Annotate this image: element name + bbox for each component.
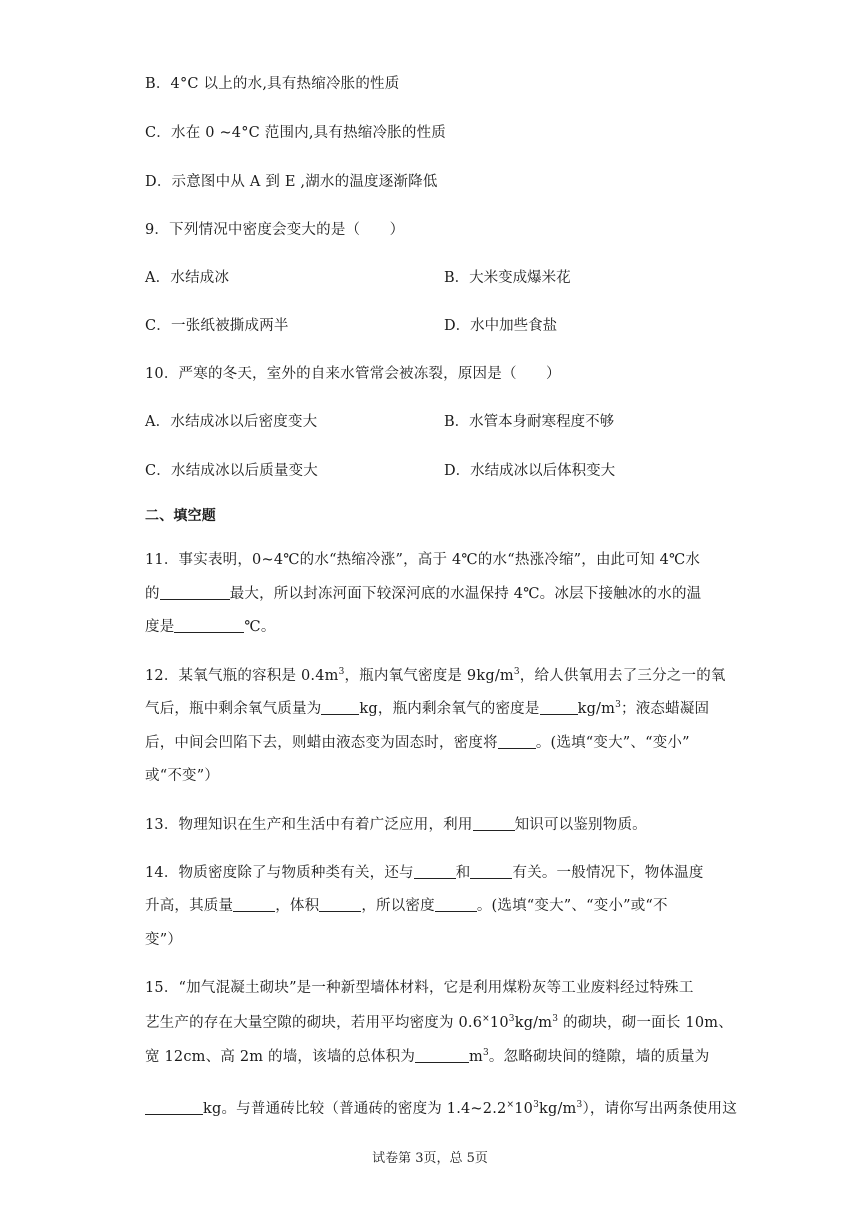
answer-blank[interactable] bbox=[473, 816, 515, 831]
q10-option-c: C．水结成冰以后质量变大 bbox=[145, 463, 318, 479]
q9-option-b: B．大米变成爆米花 bbox=[444, 270, 571, 286]
q12-line-4: 或“不变”） bbox=[145, 768, 220, 784]
q14-text: 和 bbox=[455, 865, 471, 881]
q11-line-1: 11．事实表明，0~4℃的水“热缩冷涨”，高于 4℃的水“热涨冷缩”，由此可知 4℃水 bbox=[145, 552, 701, 568]
q15-text: 10 bbox=[489, 1015, 509, 1031]
q14-text: ，体积 bbox=[275, 898, 320, 914]
superscript: 3 bbox=[338, 667, 345, 678]
answer-blank[interactable] bbox=[470, 864, 512, 879]
answer-blank[interactable] bbox=[414, 864, 456, 879]
q12-text: ，瓶内氧气密度是 9kg/m bbox=[344, 668, 514, 684]
answer-blank[interactable] bbox=[233, 897, 275, 912]
answer-blank[interactable] bbox=[540, 700, 578, 715]
superscript: 3 bbox=[615, 700, 622, 711]
option-b-q8: B．4°C 以上的水,具有热缩冷胀的性质 bbox=[145, 76, 400, 92]
q15-text: kg/m bbox=[539, 1101, 577, 1117]
q15-line-4 bbox=[145, 1097, 737, 1118]
q12-line-3 bbox=[145, 731, 690, 752]
superscript: 3 bbox=[533, 1100, 539, 1111]
q15-text: ），请你写出两条使用这 bbox=[582, 1101, 737, 1117]
times-sign: × bbox=[482, 1014, 490, 1025]
q12-text: kg/m bbox=[577, 701, 616, 717]
q14-text: 有关。一般情况下，物体温度 bbox=[512, 865, 704, 881]
q9-option-d: D．水中加些食盐 bbox=[444, 318, 558, 334]
answer-blank[interactable] bbox=[415, 1048, 469, 1063]
q12-text: 12．某氧气瓶的容积是 0.4m bbox=[145, 668, 339, 684]
q14-text: 14．物质密度除了与物质种类有关，还与 bbox=[145, 865, 414, 881]
q14-text: 升高，其质量 bbox=[145, 898, 234, 914]
q12-text: 后，中间会凹陷下去，则蜡由液态变为固态时，密度将 bbox=[145, 735, 498, 751]
q15-text: 。忽略砌块间的缝隙，墙的质量为 bbox=[488, 1049, 710, 1065]
question-10: 10．严寒的冬天，室外的自来水管常会被冻裂，原因是（ ） bbox=[145, 366, 561, 382]
q15-text: 10 bbox=[514, 1101, 534, 1117]
q15-text: 艺生产的存在大量空隙的砌块，若用平均密度为 0.6 bbox=[145, 1015, 483, 1031]
q13-text: 13．物理知识在生产和生活中有着广泛应用，利用 bbox=[145, 817, 473, 833]
q15-text: 的砌块，砌一面长 10m、 bbox=[558, 1015, 733, 1031]
q11-text: ℃。 bbox=[244, 619, 276, 635]
q10-option-a: A．水结成冰以后密度变大 bbox=[145, 414, 318, 430]
q12-line-2 bbox=[145, 697, 709, 718]
superscript: 3 bbox=[513, 667, 520, 678]
q15-line-3 bbox=[145, 1045, 709, 1066]
q15-text: m bbox=[469, 1049, 483, 1065]
q14-text: 。(选填“变大”、“变小”或“不 bbox=[476, 898, 668, 914]
answer-blank[interactable] bbox=[321, 700, 359, 715]
q14-line-3: 变”） bbox=[145, 932, 183, 948]
q15-line-2 bbox=[145, 1011, 733, 1032]
q13-text: 知识可以鉴别物质。 bbox=[514, 817, 647, 833]
q9-option-c: C．一张纸被撕成两半 bbox=[145, 318, 289, 334]
q15-line-1: 15．“加气混凝土砌块”是一种新型墙体材料，它是利用煤粉灰等工业废料经过特殊工 bbox=[145, 980, 694, 996]
superscript: 3 bbox=[482, 1048, 489, 1059]
q9-option-a: A．水结成冰 bbox=[145, 270, 230, 286]
q12-text: 。(选填“变大”、“变小” bbox=[535, 735, 690, 751]
answer-blank[interactable] bbox=[160, 585, 230, 600]
answer-blank[interactable] bbox=[145, 1100, 203, 1115]
superscript: 3 bbox=[552, 1014, 559, 1025]
q14-line-1 bbox=[145, 861, 704, 882]
q11-text: 最大，所以封冻河面下较深河底的水温保持 4℃。冰层下接触冰的水的温 bbox=[229, 586, 702, 602]
q11-line-3 bbox=[145, 615, 276, 636]
q15-text: kg/m bbox=[514, 1015, 553, 1031]
option-c-q8: C．水在 0 ~4°C 范围内,具有热缩冷胀的性质 bbox=[145, 125, 446, 141]
q12-text: ；液态蜡凝固 bbox=[621, 701, 710, 717]
answer-blank[interactable] bbox=[435, 897, 477, 912]
answer-blank[interactable] bbox=[498, 734, 536, 749]
q14-text: ，所以密度 bbox=[361, 898, 435, 914]
q12-text: 气后，瓶中剩余氧气质量为 bbox=[145, 701, 322, 717]
q14-line-2 bbox=[145, 894, 668, 915]
section-title: 二、填空题 bbox=[145, 508, 216, 524]
q15-text: 宽 12cm、高 2m 的墙，该墙的总体积为 bbox=[145, 1049, 416, 1065]
q10-option-d: D．水结成冰以后体积变大 bbox=[444, 463, 616, 479]
q11-text: 的 bbox=[145, 586, 160, 602]
page-footer: 试卷第 3页，总 5页 bbox=[372, 1151, 488, 1166]
superscript: 3 bbox=[508, 1014, 515, 1025]
superscript: 3 bbox=[576, 1100, 583, 1111]
question-9: 9．下列情况中密度会变大的是（ ） bbox=[145, 222, 405, 238]
answer-blank[interactable] bbox=[174, 618, 244, 633]
times-sign: × bbox=[506, 1100, 515, 1111]
q12-text: ，给人供氧用去了三分之一的氧 bbox=[519, 668, 726, 684]
q11-text: 度是 bbox=[145, 619, 175, 635]
q10-option-b: B．水管本身耐寒程度不够 bbox=[444, 414, 615, 430]
q11-line-2 bbox=[145, 582, 701, 603]
answer-blank[interactable] bbox=[319, 897, 361, 912]
question-13 bbox=[145, 813, 647, 834]
q15-text: kg。与普通砖比较（普通砖的密度为 1.4~2.2 bbox=[203, 1101, 507, 1117]
q12-line-1 bbox=[145, 664, 726, 685]
option-d-q8: D．示意图中从 A 到 E ,湖水的温度逐渐降低 bbox=[145, 174, 438, 190]
q12-text: kg，瓶内剩余氧气的密度是 bbox=[359, 701, 540, 717]
